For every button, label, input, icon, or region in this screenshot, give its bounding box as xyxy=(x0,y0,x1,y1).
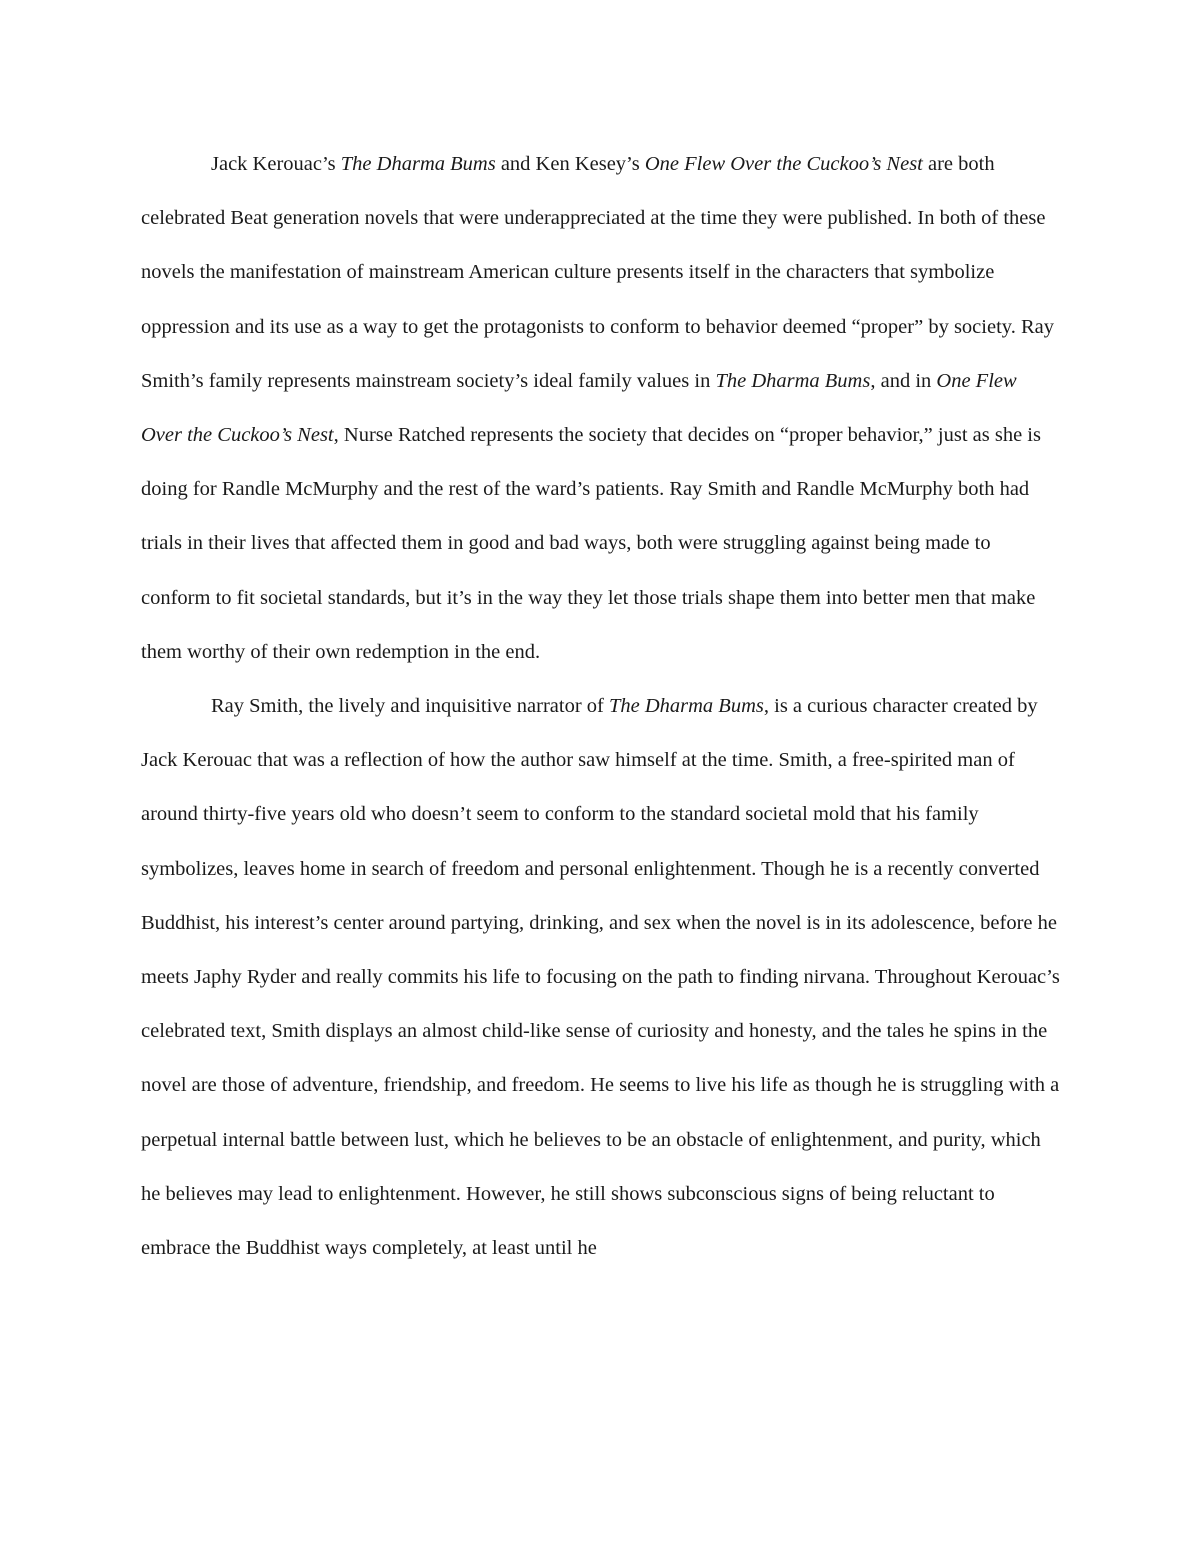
paragraph-2 xyxy=(141,679,1061,1275)
text-run: and Ken Kesey’s xyxy=(495,153,645,175)
book-title: The Dharma Bums xyxy=(715,369,871,392)
document-body xyxy=(141,137,1061,1275)
book-title: One Flew Over the Cuckoo’s Nest xyxy=(644,153,923,175)
text-run: , and in xyxy=(870,369,937,392)
text-run: Ray Smith, the lively and inquisitive narrator of xyxy=(211,695,609,718)
text-run: Jack Kerouac’s xyxy=(211,153,341,175)
book-title: One Flew Over the Cuckoo’s Nest xyxy=(141,369,1017,447)
text-run: are both celebrated Beat generation novels that were underappreciated at the time they were published. In both of these novels the manifestation of mainstream American culture presents itself in the characters that symbolize oppression and its use as a way to get the protagonists to conform to behavior deemed “proper” by society. Ray Smith’s family represents mainstream society’s ideal family values in xyxy=(141,153,1054,392)
book-title: The Dharma Bums xyxy=(340,153,496,175)
book-title: The Dharma Bums xyxy=(608,695,764,718)
text-run: , Nurse Ratched represents the society that decides on “proper behavior,” just as she is doing for Randle McMurphy and the rest of the ward’s patients. Ray Smith and Randle McMurphy both had trials in their lives that affected them in good and bad ways, both were struggling against being made to conform to fit societal standards, but it’s in the way they let those trials shape them into better men that make them worthy of their own redemption in the end. xyxy=(141,424,1041,663)
text-run: , is a curious character created by Jack Kerouac that was a reflection of how the author saw himself at the time. Smith, a free-spirited man of around thirty-five years old who doesn’t seem to conform to the standard societal mold that his family symbolizes, leaves home in search of freedom and personal enlightenment. Though he is a recently converted Buddhist, his interest’s center around partying, drinking, and sex when the novel is in its adolescence, before he meets Japhy Ryder and really commits his life to focusing on the path to finding nirvana. Throughout Kerouac’s celebrated text, Smith displays an almost child-like sense of curiosity and honesty, and the tales he spins in the novel are those of adventure, friendship, and freedom. He seems to live his life as though he is struggling with a perpetual internal battle between lust, which he believes to be an obstacle of enlightenment, and purity, which he believes may lead to enlightenment. However, he still shows subconscious signs of being reluctant to embrace the Buddhist ways completely, at least until he xyxy=(141,695,1060,1260)
paragraph-1 xyxy=(141,137,1061,679)
